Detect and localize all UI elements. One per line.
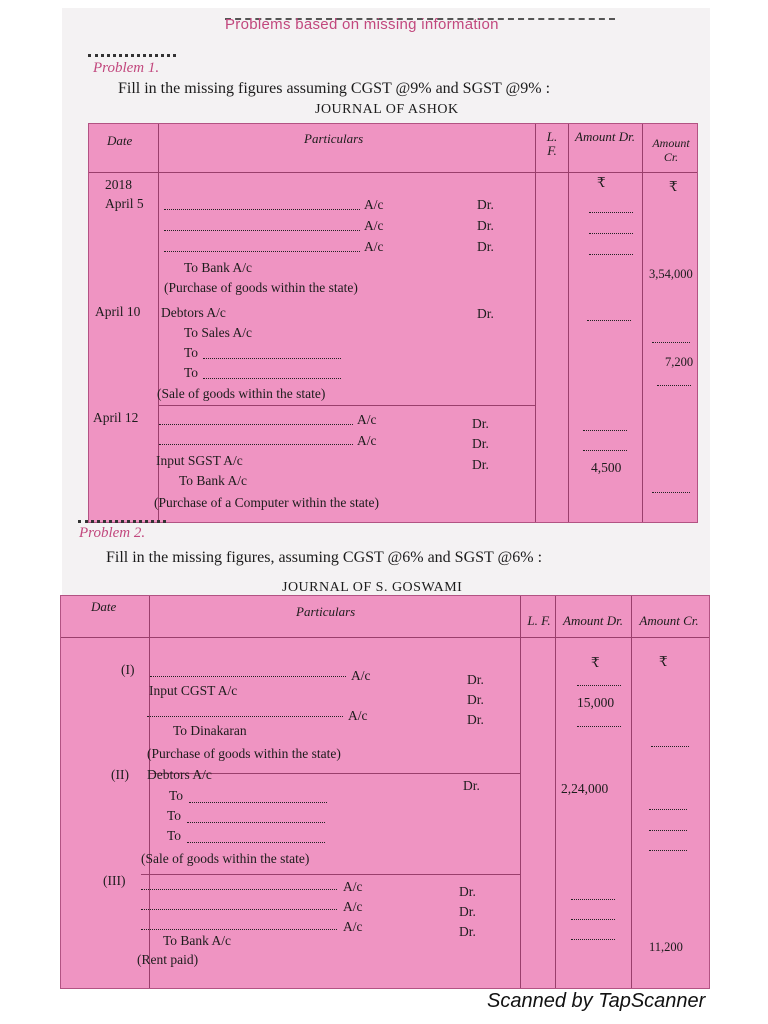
dr-label: Dr. <box>472 457 489 472</box>
col-header-amount-cr: Amount Cr. <box>652 136 690 164</box>
cr-amount: 11,200 <box>649 940 683 954</box>
blank-account <box>159 424 353 425</box>
dr-label: Dr. <box>467 672 484 687</box>
blank-amount <box>589 254 633 255</box>
problem1-dots <box>88 54 176 57</box>
entry-label: (III) <box>103 873 126 888</box>
ac-suffix: A/c <box>351 668 371 683</box>
header-divider <box>89 172 697 173</box>
col-divider <box>631 596 632 988</box>
col-divider <box>520 596 521 988</box>
dr-label: Dr. <box>472 416 489 431</box>
dr-label: Dr. <box>477 239 494 254</box>
to-bank: To Bank A/c <box>163 933 232 948</box>
to-bank: To Bank A/c <box>184 260 253 275</box>
blank-cr-amount <box>649 830 687 831</box>
blank-amount <box>589 233 633 234</box>
ac-suffix: A/c <box>357 433 377 448</box>
entry-divider <box>141 874 520 875</box>
ac-suffix: A/c <box>364 239 384 254</box>
blank-amount <box>577 726 621 727</box>
to-line: To <box>167 808 182 823</box>
blank-account <box>187 842 325 843</box>
dr-amount: 2,24,000 <box>561 781 609 796</box>
blank-amount <box>583 430 627 431</box>
header-divider <box>61 637 709 638</box>
problem1-journal-title: JOURNAL OF ASHOK <box>315 102 459 117</box>
to-line: To <box>184 345 199 360</box>
blank-amount <box>571 919 615 920</box>
col-header-amount-dr: Amount Dr. <box>575 129 635 144</box>
dr-label: Dr. <box>477 218 494 233</box>
dr-label: Dr. <box>459 904 476 919</box>
blank-account <box>164 209 360 210</box>
col-divider <box>642 124 643 522</box>
blank-account <box>141 929 337 930</box>
rupee-cr: ₹ <box>669 179 678 194</box>
blank-account <box>203 358 341 359</box>
dr-label: Dr. <box>477 306 494 321</box>
narration: (Purchase of goods within the state) <box>164 280 358 295</box>
col-header-date: Date <box>107 133 133 148</box>
to-dinakaran: To Dinakaran <box>173 723 247 738</box>
col-header-lf: L. F. <box>527 613 551 628</box>
journal-ashok-table <box>88 123 698 523</box>
debtors-account: Debtors A/c <box>147 767 212 782</box>
ac-suffix: A/c <box>364 218 384 233</box>
to-line: To <box>169 788 184 803</box>
ac-suffix: A/c <box>343 879 363 894</box>
ac-suffix: A/c <box>364 197 384 212</box>
entry-label: (I) <box>121 662 135 677</box>
blank-cr-amount <box>651 746 689 747</box>
blank-cr-amount <box>652 492 690 493</box>
rupee-cr: ₹ <box>659 654 668 669</box>
blank-account <box>164 251 360 252</box>
journal-goswami-table <box>60 595 710 989</box>
dr-label: Dr. <box>472 436 489 451</box>
ac-suffix: A/c <box>343 899 363 914</box>
col-divider <box>568 124 569 522</box>
narration: (Sale of goods within the state) <box>141 851 310 866</box>
blank-account <box>187 822 325 823</box>
blank-cr-amount <box>649 850 687 851</box>
debtors-account: Debtors A/c <box>161 305 226 320</box>
ac-suffix: A/c <box>348 708 368 723</box>
entry-divider <box>158 405 535 406</box>
col-header-amount-cr: Amount Cr. <box>639 613 699 628</box>
blank-account <box>150 676 346 677</box>
to-bank: To Bank A/c <box>179 473 248 488</box>
blank-cr-amount <box>657 385 691 386</box>
col-divider <box>555 596 556 988</box>
col-divider <box>535 124 536 522</box>
narration: (Purchase of goods within the state) <box>147 746 341 761</box>
date-april-10: April 10 <box>95 304 141 319</box>
ac-suffix: A/c <box>357 412 377 427</box>
rupee-dr: ₹ <box>597 175 606 190</box>
input-sgst: Input SGST A/c <box>156 453 243 468</box>
col-header-date: Date <box>91 599 117 614</box>
blank-amount <box>587 320 631 321</box>
rupee-dr: ₹ <box>591 655 600 670</box>
problem2-journal-title: JOURNAL OF S. GOSWAMI <box>282 580 463 595</box>
dr-amount: 15,000 <box>577 695 615 710</box>
dr-label: Dr. <box>477 197 494 212</box>
narration: (Rent paid) <box>137 952 199 967</box>
col-header-amount-dr: Amount Dr. <box>563 613 623 628</box>
blank-amount <box>589 212 633 213</box>
date-april-5: April 5 <box>105 196 144 211</box>
cr-amount: 7,200 <box>665 355 694 369</box>
blank-account <box>141 889 337 890</box>
blank-account <box>147 716 343 717</box>
dr-label: Dr. <box>459 924 476 939</box>
col-header-particulars: Particulars <box>304 131 364 146</box>
dr-amount: 4,500 <box>591 460 622 475</box>
to-sales: To Sales A/c <box>184 325 253 340</box>
narration: (Sale of goods within the state) <box>157 386 326 401</box>
col-header-particulars: Particulars <box>296 604 356 619</box>
problem2-label: Problem 2. <box>79 525 146 541</box>
dr-label: Dr. <box>467 692 484 707</box>
blank-amount <box>571 899 615 900</box>
dr-label: Dr. <box>467 712 484 727</box>
col-header-lf: L. F. <box>546 129 558 158</box>
blank-amount <box>571 939 615 940</box>
cr-amount: 3,54,000 <box>649 267 693 281</box>
blank-cr-amount <box>652 342 690 343</box>
to-line: To <box>167 828 182 843</box>
problem1-label: Problem 1. <box>93 60 160 76</box>
dr-label: Dr. <box>463 778 480 793</box>
blank-amount <box>577 685 621 686</box>
date-april-12: April 12 <box>93 410 139 425</box>
to-line: To <box>184 365 199 380</box>
narration: (Purchase of a Computer within the state) <box>154 495 379 510</box>
year: 2018 <box>105 177 132 192</box>
blank-cr-amount <box>649 809 687 810</box>
input-cgst: Input CGST A/c <box>149 683 238 698</box>
problem1-instruction: Fill in the missing figures assuming CGST @9% and SGST @9% : <box>118 80 551 97</box>
entry-label: (II) <box>111 767 129 782</box>
blank-account <box>189 802 327 803</box>
problem2-dots <box>78 520 166 523</box>
blank-account <box>159 444 353 445</box>
page-header: Problems based on missing information <box>225 16 499 33</box>
ac-suffix: A/c <box>343 919 363 934</box>
problem2-instruction: Fill in the missing figures, assuming CGST @6% and SGST @6% : <box>106 549 543 566</box>
scanner-watermark: Scanned by TapScanner <box>487 990 706 1012</box>
blank-amount <box>583 450 627 451</box>
blank-account <box>141 909 337 910</box>
dr-label: Dr. <box>459 884 476 899</box>
blank-account <box>203 378 341 379</box>
blank-account <box>164 230 360 231</box>
